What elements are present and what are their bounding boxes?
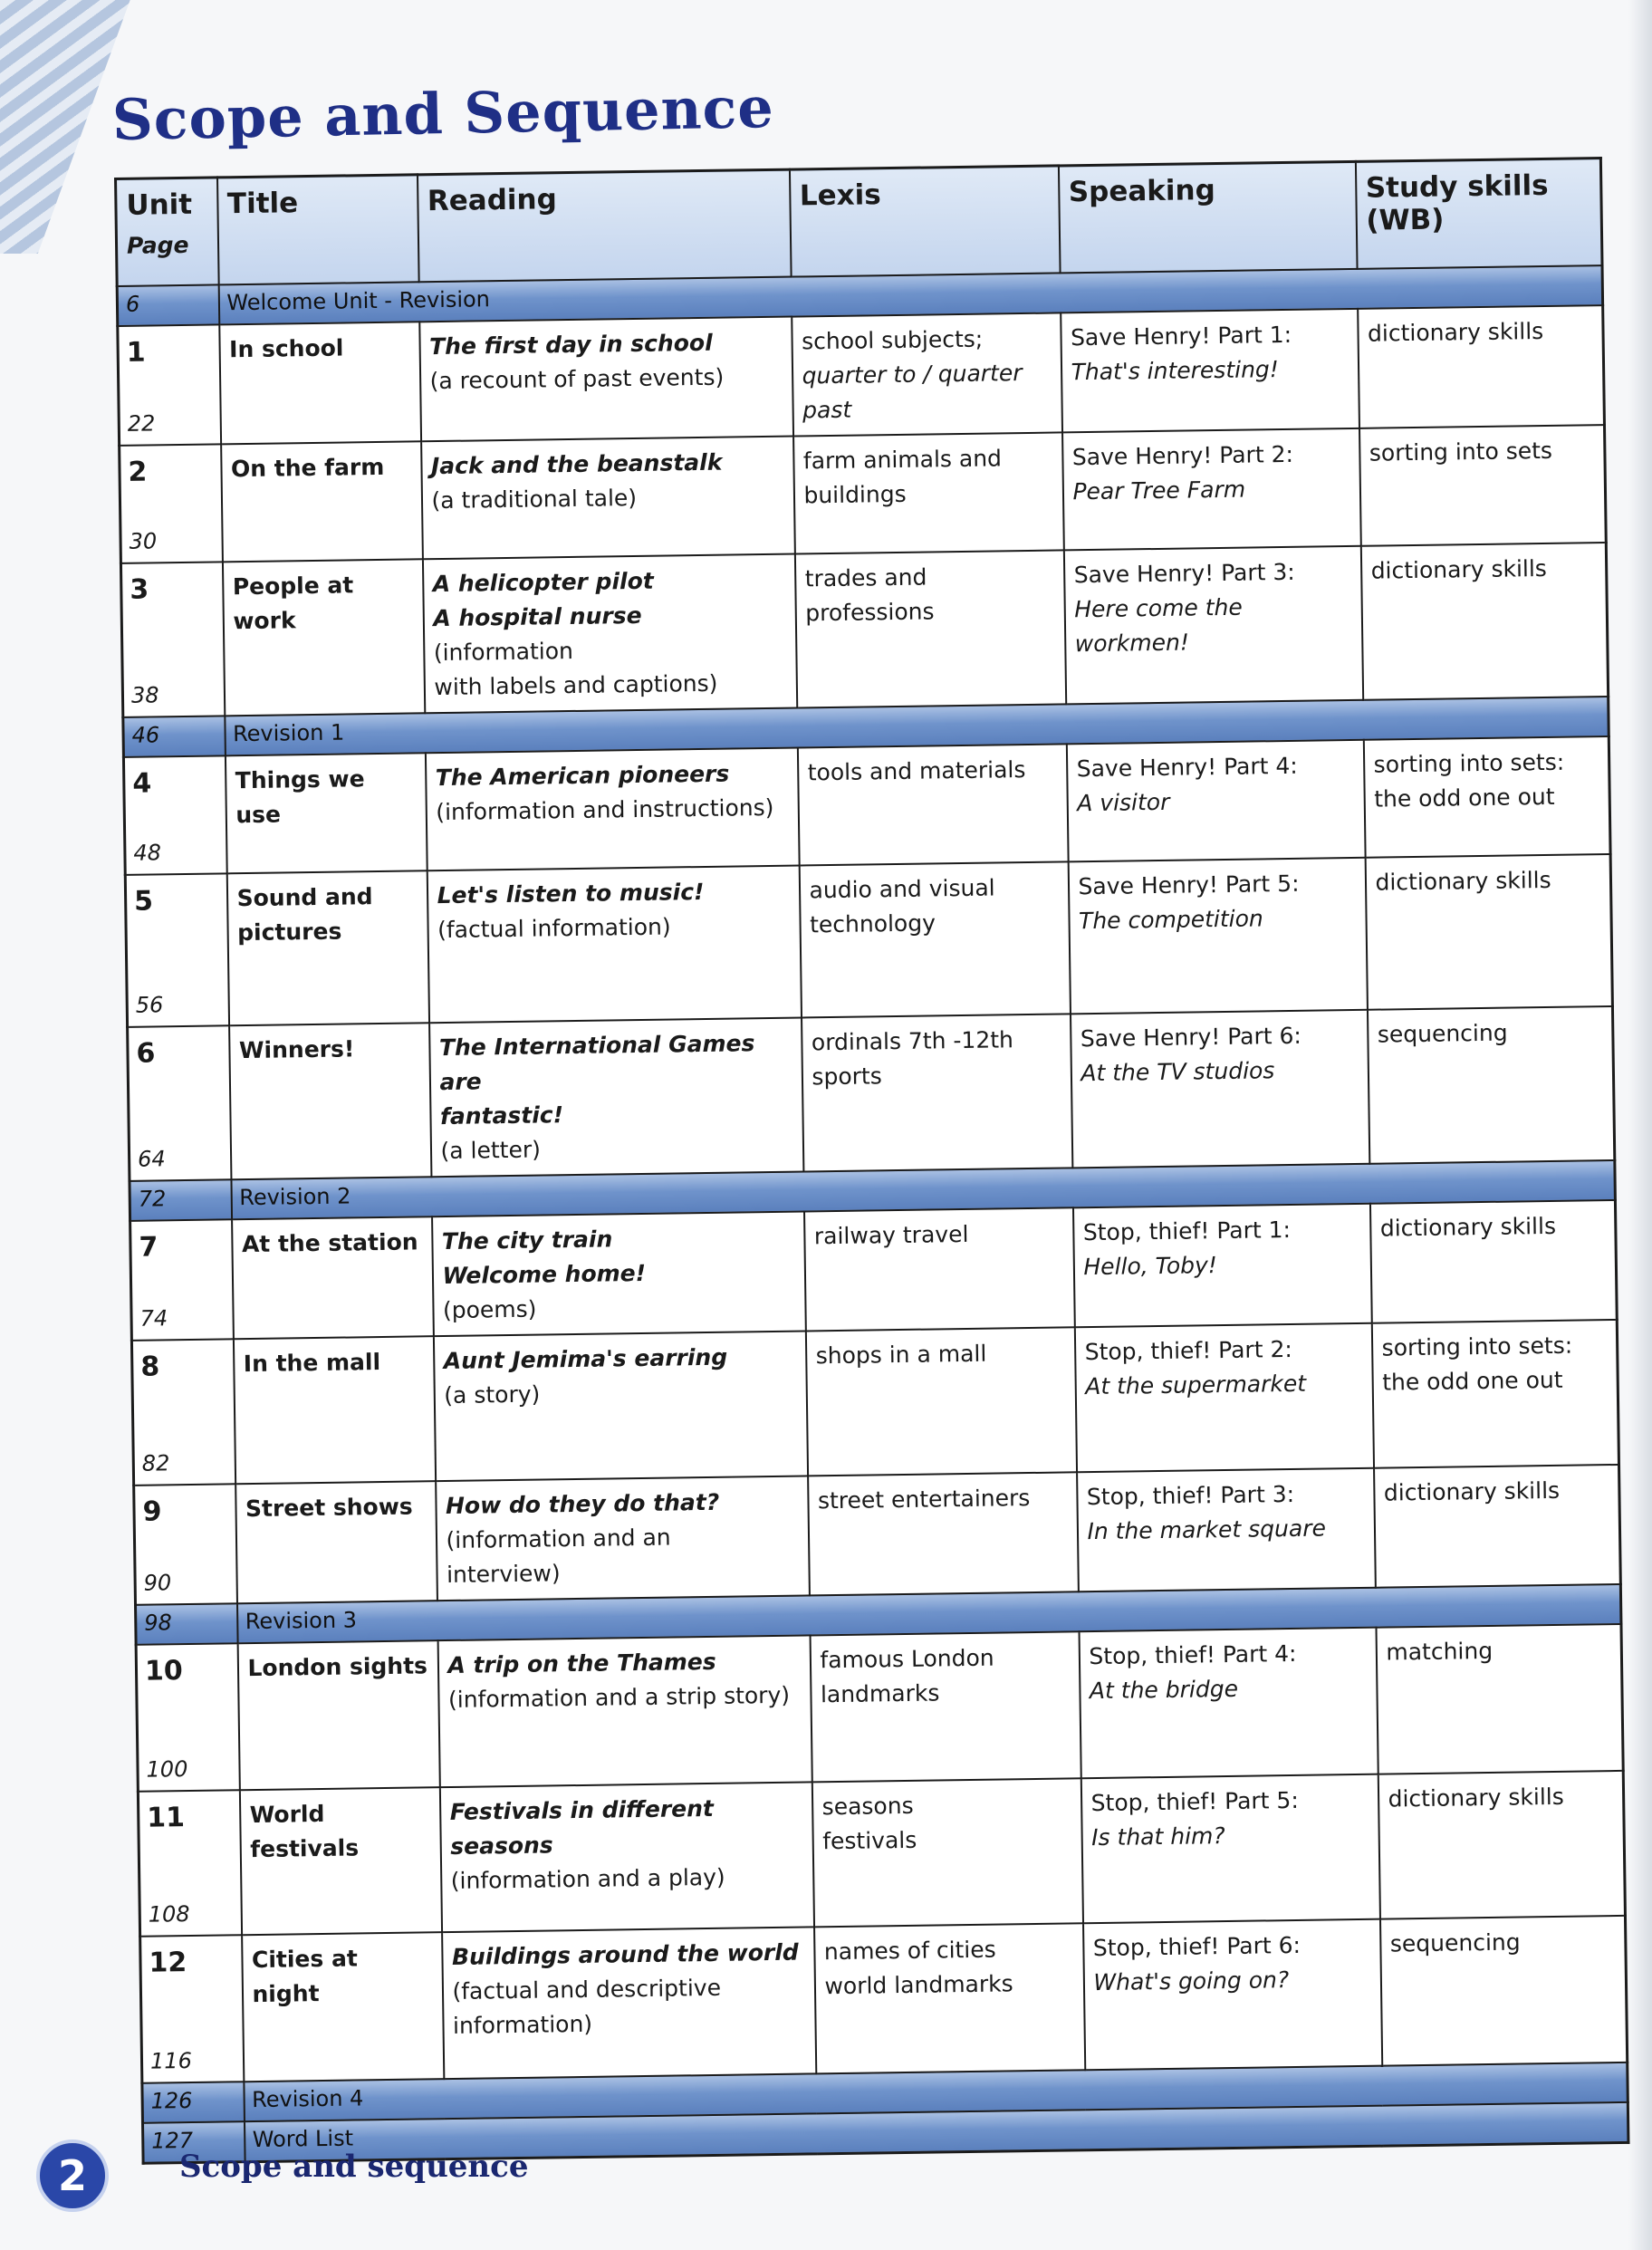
reading-desc: (a traditional tale) [431,484,638,514]
lexis-cell [794,550,1065,707]
reading-desc: (information and an [446,1524,671,1554]
header-reading: Reading [417,169,791,282]
scope-sequence-table [114,157,1629,2165]
scope-table-container [114,157,1627,2165]
unit-title: Things we use [225,753,427,873]
lexis-line: audio and visual [809,874,995,904]
unit-number: 3 [130,573,149,606]
table-row [131,1320,1618,1486]
speaking-part: Stop, thief! Part 6: [1092,1931,1301,1962]
study-skills-cell: matching [1376,1624,1623,1774]
reading-title: The American pioneers [435,760,730,792]
reading-desc: (a letter) [440,1136,542,1165]
unit-cell [118,324,221,446]
header-study-skills: Study skills (WB) [1355,159,1602,269]
speaking-cell [1066,740,1365,862]
header-lexis: Lexis [789,166,1060,277]
reading-cell [432,1211,806,1336]
reading-desc: (information and instructions) [436,793,774,826]
study-skills-cell: dictionary skills [1378,1771,1625,1919]
band-label: Revision 1 [225,697,1609,755]
lexis-line: shops in a mall [815,1340,987,1370]
reading-desc: information) [452,2010,593,2039]
reading-title: The International Games are [438,1030,755,1096]
unit-number: 8 [140,1351,160,1383]
reading-desc: (factual and descriptive [452,1974,722,2005]
speaking-episode: Is that him? [1090,1822,1225,1851]
header-page-label: Page [126,231,189,259]
reading-title: Welcome home! [442,1259,647,1290]
speaking-episode: What's going on? [1093,1966,1290,1996]
speaking-cell [1062,428,1361,551]
lexis-cell [805,1327,1076,1476]
unit-title: On the farm [221,441,423,562]
lexis-line: world landmarks [824,1970,1013,2000]
speaking-part: Stop, thief! Part 5: [1090,1786,1299,1817]
unit-title: Winners! [229,1023,431,1179]
reading-desc: (poems) [442,1295,537,1324]
speaking-episode: At the supermarket [1085,1370,1307,1400]
unit-cell [128,1025,231,1181]
speaking-episode: In the market square [1087,1514,1327,1545]
reading-cell [425,748,799,871]
study-skills-cell: sorting into sets: the odd one out [1363,736,1610,858]
unit-title: Cities at night [242,1932,444,2082]
unit-page: 56 [135,992,164,1018]
speaking-cell [1072,1204,1371,1328]
speaking-cell [1074,1323,1373,1473]
table-row [120,543,1608,717]
unit-page: 100 [146,1756,188,1783]
lexis-line: trades and professions [804,563,935,627]
table-row [140,1916,1628,2083]
reading-cell [437,1635,812,1787]
study-skills-cell: dictionary skills [1365,854,1612,1010]
lexis-line: school subjects; [801,325,984,355]
speaking-episode: At the TV studios [1081,1057,1275,1087]
footer-label: Scope and sequence [179,2149,529,2185]
speaking-part: Save Henry! Part 4: [1076,752,1298,783]
band-page: 127 [142,2121,245,2163]
reading-title: A trip on the Thames [447,1648,716,1679]
lexis-cell [802,1014,1072,1171]
reading-cell [429,1017,803,1177]
speaking-episode: That's interesting! [1071,356,1280,386]
speaking-cell [1070,1010,1369,1168]
lexis-cell [812,1778,1082,1927]
study-skills-cell: sorting into sets: the odd one out [1371,1320,1618,1468]
reading-title: A helicopter pilot [432,567,654,598]
speaking-part: Stop, thief! Part 1: [1082,1216,1292,1246]
speaking-episode: At the bridge [1089,1675,1239,1705]
lexis-line: farm animals and [802,445,1003,475]
reading-cell [421,437,795,560]
band-label: Revision 2 [231,1160,1615,1219]
speaking-episode: A visitor [1077,788,1170,817]
speaking-part: Save Henry! Part 3: [1073,558,1295,589]
page-edge-shadow [1628,0,1652,2250]
reading-title: The city train [441,1226,613,1255]
lexis-line: quarter to / quarter [802,360,1023,389]
lexis-line: seasons [821,1792,914,1821]
reading-title: Buildings around the world [451,1938,799,1970]
reading-cell [419,317,793,442]
header-unit-label: Unit [126,188,193,222]
lexis-line: technology [809,909,936,938]
unit-page: 30 [129,528,158,554]
speaking-cell [1077,1468,1376,1592]
speaking-part: Stop, thief! Part 3: [1086,1480,1295,1511]
speaking-part: Save Henry! Part 6: [1080,1022,1302,1053]
unit-number: 9 [142,1495,162,1528]
reading-desc: (a story) [444,1380,541,1409]
study-skills-cell: dictionary skills [1374,1465,1621,1588]
unit-title: London sights [237,1640,439,1790]
unit-number: 6 [136,1037,156,1070]
speaking-cell [1061,309,1359,433]
unit-page: 82 [141,1450,170,1476]
speaking-episode: Here come the workmen! [1074,593,1243,658]
unit-title: People at work [222,559,424,716]
reading-desc: (information and a play) [450,1863,725,1894]
unit-cell [140,1935,244,2083]
table-row [120,425,1607,563]
header-speaking: Speaking [1058,161,1357,273]
unit-cell [123,755,226,875]
speaking-cell [1083,1919,1382,2071]
table-row [134,1465,1621,1605]
band-page: 46 [123,716,226,757]
unit-page: 64 [137,1146,166,1172]
lexis-line: buildings [803,480,907,509]
unit-title: In the mall [233,1336,435,1484]
reading-title: Jack and the beanstalk [430,448,723,480]
lexis-line: ordinals 7th -12th [811,1026,1014,1056]
lexis-line: railway travel [813,1220,969,1250]
table-row [123,736,1610,875]
speaking-episode: Pear Tree Farm [1072,476,1246,505]
unit-title: Sound and pictures [226,870,428,1025]
unit-cell [138,1790,241,1937]
lexis-cell [810,1631,1081,1782]
unit-cell [120,562,224,717]
table-row [136,1624,1623,1792]
band-label: Word List [244,2102,1628,2162]
page-title: Scope and Sequence [111,73,775,153]
unit-cell [130,1219,234,1341]
table-row [125,854,1612,1027]
lexis-line: street entertainers [817,1485,1031,1514]
reading-title: fantastic! [439,1101,564,1130]
reading-desc: (factual information) [437,913,671,944]
unit-page: 90 [143,1570,172,1596]
unit-number: 7 [139,1231,158,1264]
lexis-cell [799,861,1070,1017]
speaking-cell [1063,546,1362,705]
header-unit [116,178,219,286]
speaking-part: Stop, thief! Part 2: [1084,1335,1292,1366]
unit-cell [125,873,228,1027]
unit-title: Street shows [235,1481,437,1603]
unit-page: 116 [149,2048,193,2074]
study-skills-cell: dictionary skills [1358,305,1605,428]
study-skills-cell: dictionary skills [1369,1200,1617,1323]
speaking-cell [1081,1774,1379,1924]
speaking-cell [1079,1628,1378,1779]
lexis-line: famous London [820,1644,994,1674]
page-number-badge: 2 [36,2139,109,2212]
band-page: 126 [142,2082,245,2123]
table-row [118,305,1605,446]
reading-desc: interview) [446,1560,561,1589]
reading-title: Let's listen to music! [437,878,705,909]
unit-number: 5 [133,885,154,918]
reading-desc: with labels and captions) [434,669,718,701]
unit-cell [136,1643,239,1792]
study-skills-cell: sequencing [1379,1916,1627,2066]
reading-cell [439,1782,813,1932]
speaking-part: Save Henry! Part 5: [1078,870,1300,900]
unit-cell [134,1484,237,1605]
lexis-cell [808,1472,1079,1595]
lexis-cell [804,1207,1075,1331]
lexis-line: past [802,396,852,424]
table-row [130,1200,1618,1341]
speaking-part: Stop, thief! Part 4: [1089,1639,1297,1670]
reading-cell [433,1331,807,1481]
lexis-line: landmarks [820,1679,940,1708]
reading-title: How do they do that? [445,1488,720,1520]
band-page: 6 [117,284,219,326]
reading-title: Festivals in different seasons [449,1794,715,1860]
unit-page: 108 [148,1901,190,1928]
table-row [138,1771,1625,1937]
unit-title: In school [219,322,421,444]
study-skills-cell: dictionary skills [1360,543,1608,700]
reading-title: Aunt Jemima's earring [443,1343,728,1375]
unit-title: At the station [232,1216,434,1339]
lexis-line: sports [812,1062,882,1091]
unit-number: 4 [132,767,152,800]
speaking-part: Save Henry! Part 2: [1071,440,1294,471]
unit-page: 74 [139,1305,168,1332]
lexis-line: tools and materials [807,756,1026,786]
table-header-row [116,159,1602,286]
study-skills-cell: sequencing [1367,1006,1614,1164]
unit-title: World festivals [239,1787,441,1935]
band-page: 72 [130,1179,232,1221]
reading-cell [427,866,801,1024]
band-label: Revision 4 [244,2062,1628,2121]
reading-cell [436,1476,810,1601]
unit-cell [120,444,223,563]
unit-page: 22 [127,410,156,437]
unit-number: 1 [126,336,146,369]
reading-cell [442,1927,816,2079]
unit-cell [131,1339,235,1486]
unit-page: 38 [130,682,159,708]
lexis-line: names of cities [823,1936,996,1966]
speaking-episode: The competition [1078,905,1263,935]
reading-title: A hospital nurse [433,601,642,632]
unit-number: 11 [147,1802,186,1834]
reading-desc: (information [433,637,574,667]
reading-desc: (information and a strip story) [447,1681,791,1714]
header-title: Title [217,175,419,285]
table-row [128,1006,1615,1181]
speaking-cell [1068,858,1367,1014]
speaking-episode: Hello, Toby! [1083,1252,1218,1281]
lexis-cell [797,744,1068,865]
band-label: Welcome Unit - Revision [218,265,1602,324]
unit-number: 10 [144,1655,184,1688]
unit-number: 2 [128,456,148,488]
band-label: Revision 3 [236,1584,1620,1643]
reading-desc: (a recount of past events) [429,363,725,395]
lexis-cell [792,312,1062,436]
study-skills-cell: sorting into sets [1359,425,1606,546]
lexis-cell [814,1923,1085,2073]
lexis-line: festivals [822,1826,917,1855]
band-page: 98 [136,1603,238,1645]
unit-page: 48 [133,840,162,866]
reading-title: The first day in school [428,329,713,361]
unit-number: 12 [149,1947,187,1979]
lexis-cell [793,432,1064,553]
speaking-part: Save Henry! Part 1: [1070,321,1292,351]
reading-cell [422,554,796,714]
